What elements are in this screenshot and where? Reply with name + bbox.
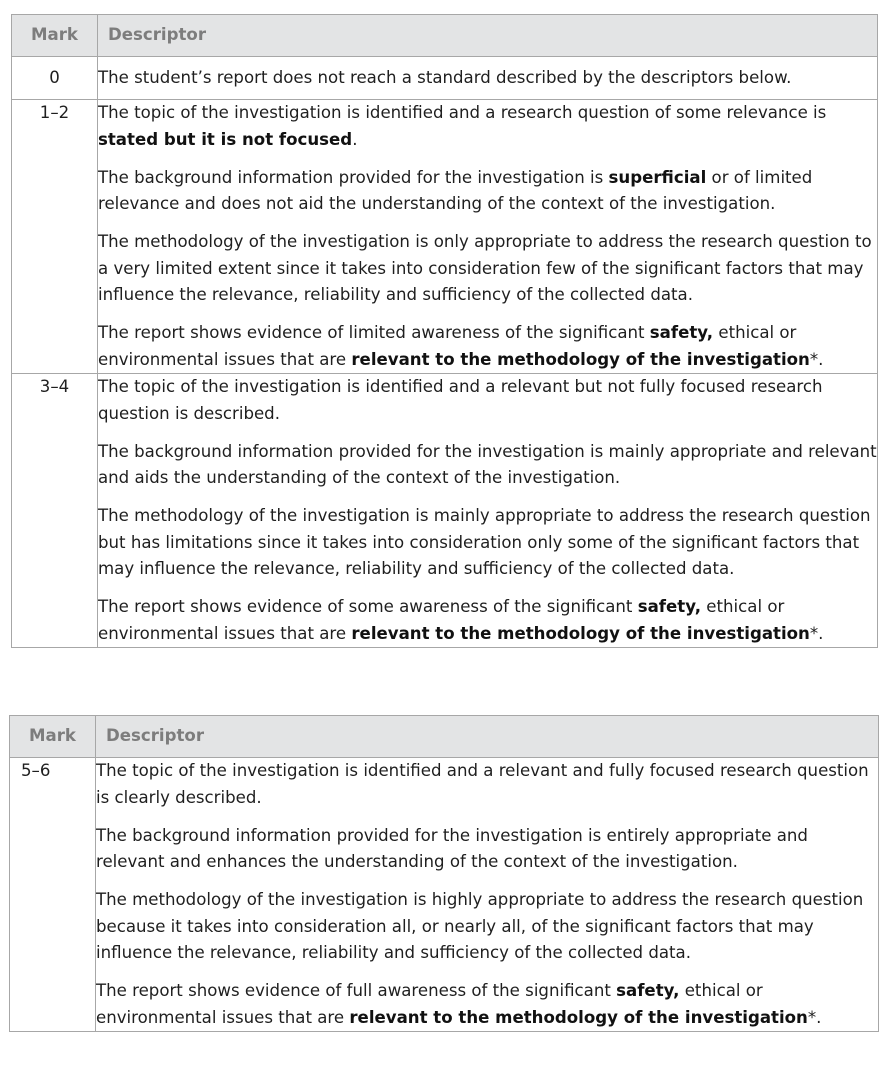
emphasis-text: relevant to the methodology of the investigation [351, 349, 810, 369]
descriptor-text: ethical or environmental issues that are [98, 323, 797, 369]
descriptor-text: . [352, 129, 358, 149]
descriptor-text: ethical or environmental issues that are [98, 597, 785, 643]
mark-cell: 1–2 [12, 100, 98, 374]
descriptor-cell [98, 100, 878, 374]
descriptor-paragraph [98, 229, 877, 309]
emphasis-text: safety, [649, 323, 714, 342]
table-row [12, 57, 878, 100]
descriptor-text: The report shows evidence of full awareness of the significant [96, 981, 617, 1000]
descriptor-paragraph [98, 165, 877, 218]
descriptor-paragraph [98, 65, 877, 92]
descriptor-paragraph [98, 439, 877, 492]
descriptor-paragraph [96, 823, 878, 876]
descriptor-text: The topic of the investigation is identified and a relevant but not fully focused research question is described. [98, 377, 823, 423]
mark-cell: 5–6 [10, 758, 96, 1032]
descriptor-text: The background information provided for the investigation is [98, 167, 609, 187]
descriptor-column-header: Descriptor [98, 15, 878, 57]
descriptor-paragraph [96, 758, 878, 811]
descriptor-text: The student’s report does not reach a standard described by the descriptors below. [98, 67, 792, 87]
table-row [10, 758, 879, 1032]
descriptor-text: *. [807, 1007, 822, 1027]
emphasis-text: safety, [616, 981, 680, 1000]
descriptor-paragraph [98, 594, 877, 647]
mark-column-header: Mark [12, 15, 98, 57]
descriptor-text: The background information provided for the investigation is entirely appropriate and relevant and enhances the understanding of the context of the investigation. [96, 825, 808, 871]
table-header-row [10, 716, 879, 758]
descriptor-paragraph [98, 374, 877, 427]
table-header-row [12, 15, 878, 57]
emphasis-text: stated but it is not focused [98, 129, 353, 149]
descriptor-paragraph [98, 320, 877, 373]
descriptor-text: *. [809, 623, 824, 643]
mark-cell: 3–4 [12, 374, 98, 648]
table-row [12, 100, 878, 374]
descriptor-paragraph [96, 978, 878, 1031]
descriptor-paragraph [98, 100, 877, 153]
descriptor-paragraph [98, 503, 877, 583]
descriptor-text: The background information provided for the investigation is mainly appropriate and relevant and aids the understanding of the context of the investigation. [98, 441, 877, 487]
rubric-table-2 [9, 715, 879, 1032]
descriptor-text: *. [809, 349, 824, 369]
descriptor-cell [96, 758, 879, 1032]
descriptor-text: The methodology of the investigation is highly appropriate to address the research question because it takes into consideration all, or nearly all, of the significant factors that may influence the relevance, reliability and sufficiency of the collected data. [96, 890, 864, 962]
descriptor-text: ethical or environmental issues that are [96, 981, 763, 1027]
descriptor-text: or of limited relevance and does not aid the understanding of the context of the investigation. [98, 167, 813, 213]
descriptor-text: The methodology of the investigation is mainly appropriate to address the research question but has limitations since it takes into consideration only some of the significant factors that may influence the relevance, reliability and sufficiency of the collected data. [98, 506, 871, 578]
descriptor-column-header: Descriptor [96, 716, 879, 758]
descriptor-cell [98, 57, 878, 100]
rubric-table-1 [11, 14, 878, 648]
mark-cell: 0 [12, 57, 98, 100]
descriptor-text: The methodology of the investigation is only appropriate to address the research question to a very limited extent since it takes into consideration few of the significant factors that may influence the relevance, reliability and sufficiency of the collected data. [98, 232, 872, 304]
emphasis-text: relevant to the methodology of the investigation [351, 623, 810, 643]
descriptor-paragraph [96, 887, 878, 967]
descriptor-text: The topic of the investigation is identified and a relevant and fully focused research question is clearly described. [96, 761, 869, 807]
descriptor-text: The report shows evidence of some awareness of the significant [98, 597, 638, 616]
emphasis-text: safety, [637, 597, 702, 616]
emphasis-text: superficial [608, 167, 707, 187]
emphasis-text: relevant to the methodology of the investigation [349, 1007, 808, 1027]
mark-column-header: Mark [10, 716, 96, 758]
descriptor-cell [98, 374, 878, 648]
table-row [12, 374, 878, 648]
descriptor-text: The report shows evidence of limited awareness of the significant [98, 323, 650, 342]
descriptor-text: The topic of the investigation is identified and a research question of some relevance is [98, 103, 827, 122]
